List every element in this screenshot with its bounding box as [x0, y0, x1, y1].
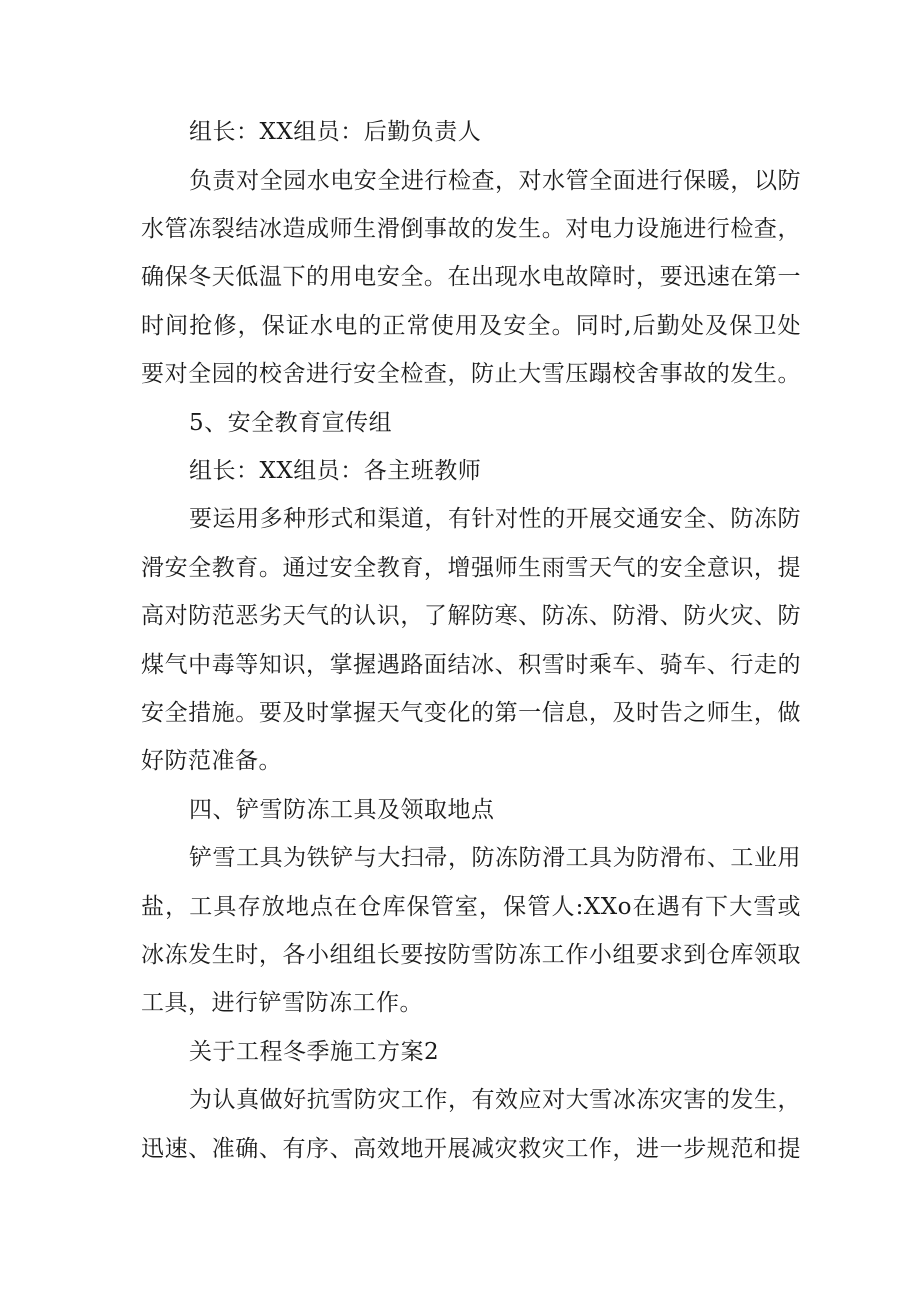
paragraph-line: 冰冻发生时，各小组组长要按防雪防冻工作小组要求到仓库领取 — [141, 942, 801, 968]
leader-line-logistics: 组长：XX组员：后勤负责人 — [189, 119, 482, 145]
paragraph-line: 负责对全园水电安全进行检查，对水管全面进行保暖，以防 — [189, 168, 801, 194]
paragraph-line: 时间抢修，保证水电的正常使用及安全。同时,后勤处及保卫处 — [141, 313, 801, 339]
paragraph-line: 煤气中毒等知识，掌握遇路面结冰、积雪时乘车、骑车、行走的 — [141, 652, 801, 678]
paragraph-line: 确保冬天低温下的用电安全。在出现水电故障时，要迅速在第一 — [141, 264, 801, 290]
paragraph-line: 安全措施。要及时掌握天气变化的第一信息，及时告之师生，做 — [141, 700, 801, 726]
document-subtitle: 关于工程冬季施工方案2 — [189, 1039, 440, 1065]
paragraph-line: 好防范准备。 — [141, 748, 282, 774]
paragraph-line: 要运用多种形式和渠道，有针对性的开展交通安全、防冻防 — [189, 506, 801, 532]
section-heading-5: 5、安全教育宣传组 — [189, 410, 393, 436]
paragraph-line: 水管冻裂结冰造成师生滑倒事故的发生。对电力设施进行检查， — [141, 216, 801, 242]
section-heading-4: 四、铲雪防冻工具及领取地点 — [189, 797, 495, 823]
paragraph-line: 要对全园的校舍进行安全检查，防止大雪压蹋校舍事故的发生。 — [141, 361, 801, 387]
paragraph-line: 铲雪工具为铁铲与大扫帚，防冻防滑工具为防滑布、工业用 — [189, 845, 801, 871]
paragraph-line: 为认真做好抗雪防灾工作，有效应对大雪冰冻灾害的发生， — [189, 1087, 801, 1113]
paragraph-line: 工具，进行铲雪防冻工作。 — [141, 990, 423, 1016]
paragraph-line: 滑安全教育。通过安全教育，增强师生雨雪天气的安全意识，提 — [141, 555, 801, 581]
leader-line-education: 组长：XX组员：各主班教师 — [189, 458, 482, 484]
paragraph-line: 迅速、准确、有序、高效地开展减灾救灾工作，进一步规范和提 — [141, 1136, 801, 1162]
paragraph-line: 高对防范恶劣天气的认识，了解防寒、防冻、防滑、防火灾、防 — [141, 603, 801, 629]
paragraph-line: 盐，工具存放地点在仓库保管室，保管人:XXo在遇有下大雪或 — [141, 894, 801, 920]
